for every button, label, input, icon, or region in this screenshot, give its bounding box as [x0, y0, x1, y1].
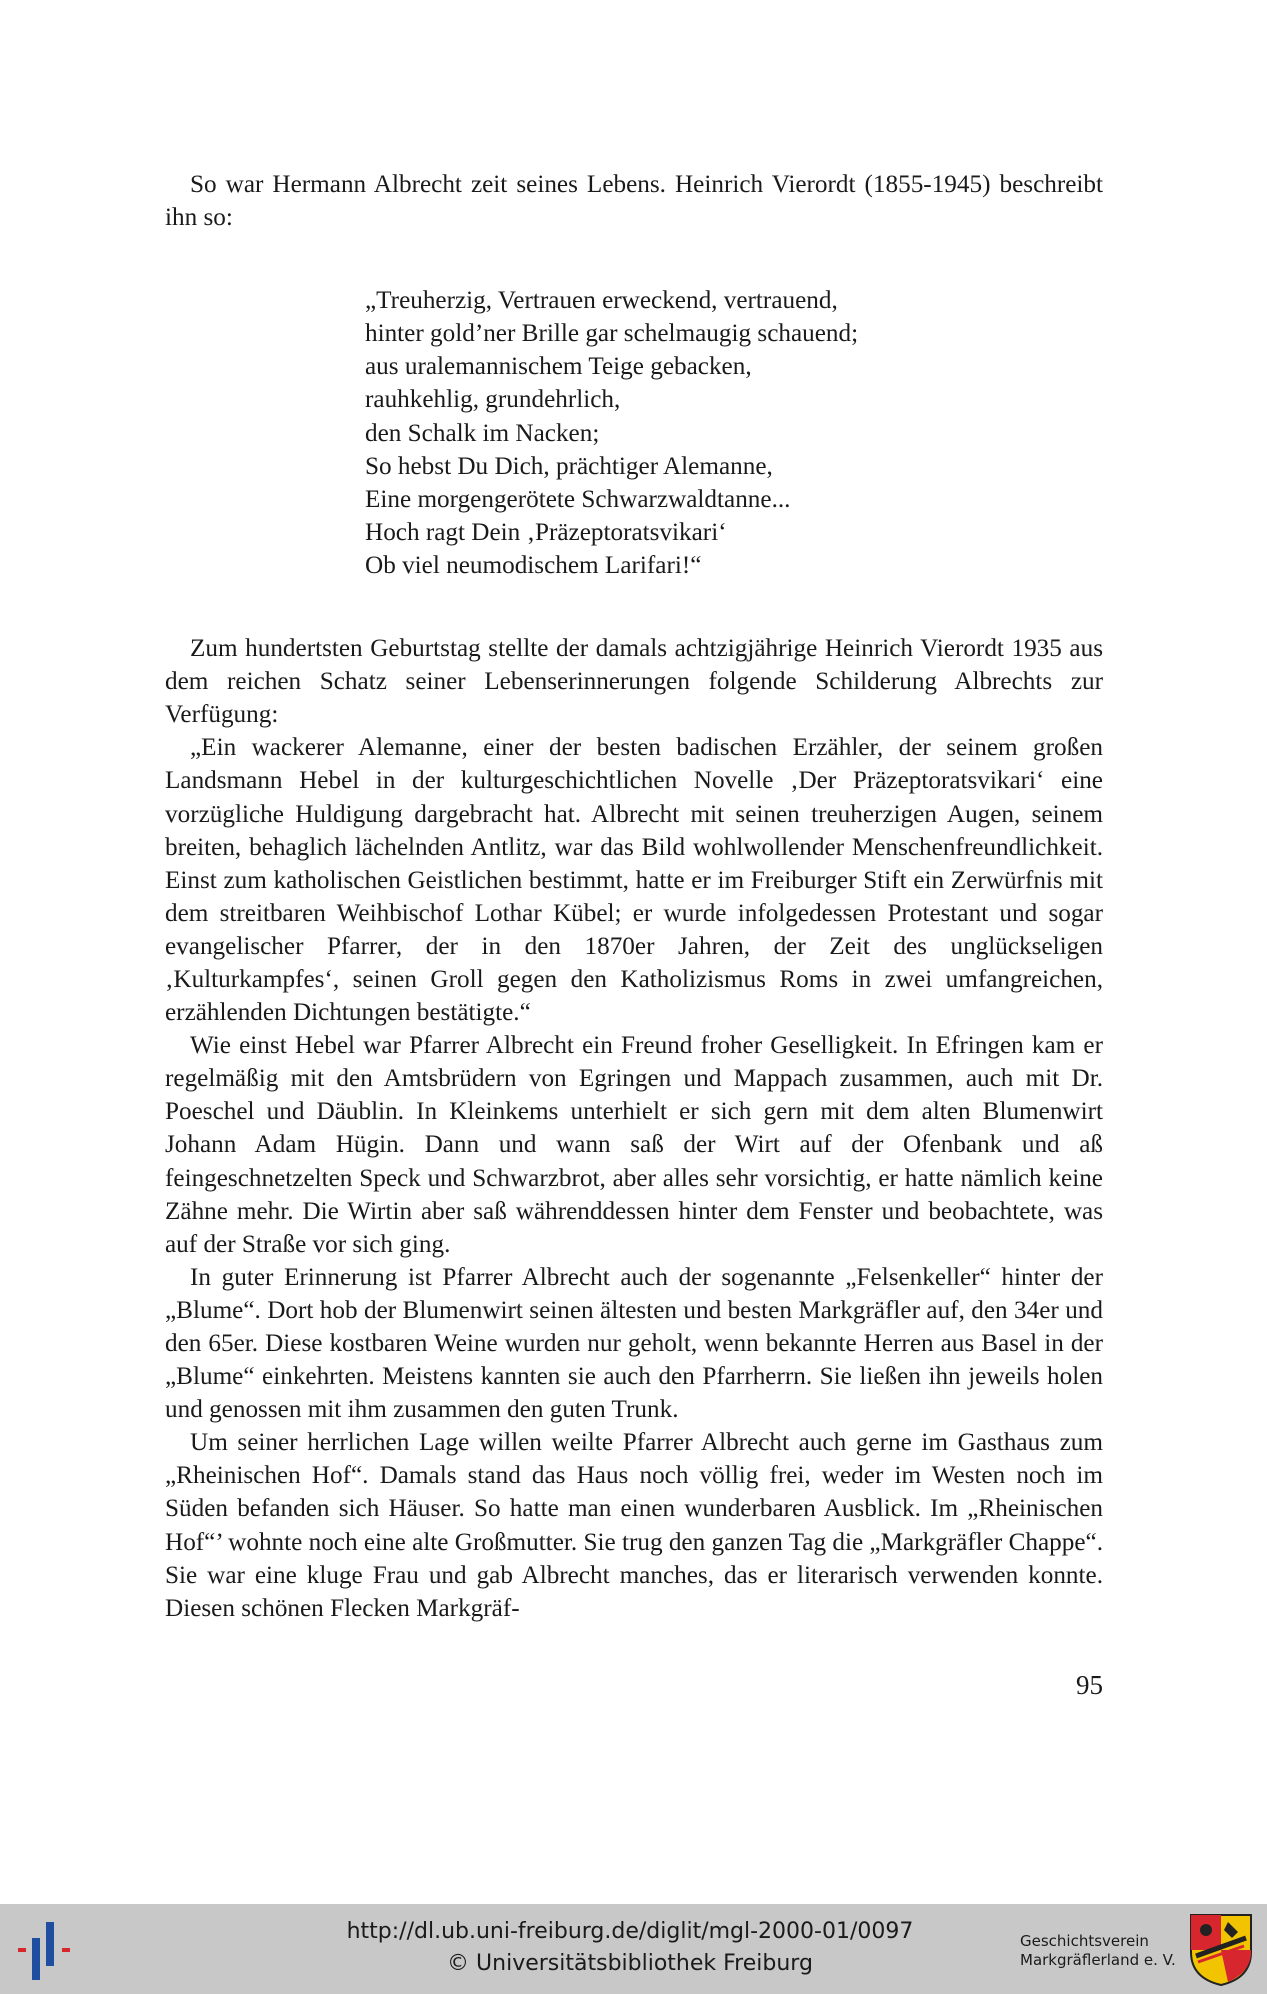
footer-bar [0, 1904, 1267, 1994]
intro-paragraph: So war Hermann Albrecht zeit seines Lebens. Heinrich Vierordt (1855-1945) beschreibt ihn so: [165, 171, 1103, 232]
poem-line: Hoch ragt Dein ‚Präzeptoratsvikari‘ [365, 518, 727, 546]
footer-publisher [1020, 1932, 1185, 1970]
poem-line: den Schalk im Nacken; [365, 419, 600, 447]
publisher-line-1: Geschichtsverein [1020, 1932, 1149, 1950]
page-number: 95 [1076, 1670, 1103, 1700]
ub-freiburg-logo-icon[interactable] [10, 1918, 80, 1980]
poem-line: aus uralemannischem Teige gebacken, [365, 353, 752, 381]
footer-url-link[interactable]: http://dl.ub.uni-freiburg.de/diglit/mgl-2000-01/0097 [346, 1919, 914, 1944]
coat-of-arms-icon [1188, 1912, 1254, 1988]
poem-line: So hebst Du Dich, prächtiger Alemanne, [365, 452, 773, 480]
footer-copyright: © Universitätsbibliothek Freiburg [447, 1951, 813, 1976]
body-paragraph: Zum hundertsten Geburtstag stellte der damals achtzigjährige Heinrich Vierordt 1935 aus dem reichen Schatz seiner Lebenserinnerungen folgende Schilderung Albrechts zur Verfügung: [165, 635, 1103, 729]
publisher-line-2: Markgräflerland e. V. [1020, 1951, 1176, 1969]
footer-citation [200, 1916, 1060, 1980]
body-paragraph: In guter Erinnerung ist Pfarrer Albrecht auch der sogenannte „Felsenkeller“ hinter der „Blume“. Dort hob der Blumenwirt seinen ältesten und besten Markgräfler auf, den 34er und den 65er. Diese kostbaren Weine wurden nur geholt, wenn bekannte Herren aus Basel in der „Blume“ einkehrten. Meistens kannten sie auch den Pfarrherrn. Sie ließen ihn jeweils holen und genossen mit ihm zusammen den guten Trunk. [165, 1263, 1103, 1424]
poem-line: Eine morgengerötete Schwarzwaldtanne... [365, 485, 791, 513]
poem-quote [365, 284, 1103, 582]
poem-line: „Treuherzig, Vertrauen erweckend, vertrauend, [365, 287, 838, 315]
body-paragraph: Wie einst Hebel war Pfarrer Albrecht ein Freund froher Geselligkeit. In Efringen kam er regelmäßig mit den Amtsbrüdern von Egringen und Mappach zusammen, auch mit Dr. Poeschel und Däublin. In Kleinkems unterhielt er sich gern mit dem alten Blumenwirt Johann Adam Hügin. Dann und wann saß der Wirt auf der Ofenbank und aß feingeschnetzelten Speck und Schwarzbrot, aber alles sehr vorsichtig, er hatte nämlich keine Zähne mehr. Die Wirtin aber saß währenddessen hinter dem Fenster und beobachtete, was auf der Straße vor sich ging. [165, 1032, 1103, 1258]
poem-line: rauhkehlig, grundehrlich, [365, 386, 621, 414]
poem-line: Ob viel neumodischem Larifari!“ [365, 551, 702, 579]
poem-line: hinter gold’ner Brille gar schelmaugig schauend; [365, 320, 859, 348]
page-body [165, 168, 1103, 1625]
body-paragraph: Um seiner herrlichen Lage willen weilte Pfarrer Albrecht auch gerne im Gasthaus zum „Rheinischen Hof“. Damals stand das Haus noch völlig frei, weder im Westen noch im Süden befanden sich Häuser. So hatte man einen wunderbaren Ausblick. Im „Rheinischen Hof“’ wohnte noch eine alte Großmutter. Sie trug den ganzen Tag die „Markgräfler Chappe“. Sie war eine kluge Frau und gab Albrecht manches, das er literarisch verwenden konnte. Diesen schönen Flecken Markgräf- [165, 1429, 1103, 1622]
body-paragraph: „Ein wackerer Alemanne, einer der besten badischen Erzähler, der seinem großen Landsmann Hebel in der kulturgeschichtlichen Novelle ‚Der Präzeptoratsvikari‘ eine vorzügliche Huldigung dargebracht hat. Albrecht mit seinen treuherzigen Augen, seinem breiten, behaglich lächelnden Antlitz, war das Bild wohlwollender Menschenfreundlichkeit. Einst zum katholischen Geistlichen bestimmt, hatte er im Freiburger Stift ein Zerwürfnis mit dem streitbaren Weihbischof Lothar Kübel; er wurde infolgedessen Protestant und sogar evangelischer Pfarrer, der in den 1870er Jahren, der Zeit des unglückseligen ‚Kulturkampfes‘, seinen Groll gegen den Katholizismus Roms in zwei umfangreichen, erzählenden Dichtungen bestätigte.“ [165, 734, 1103, 1027]
